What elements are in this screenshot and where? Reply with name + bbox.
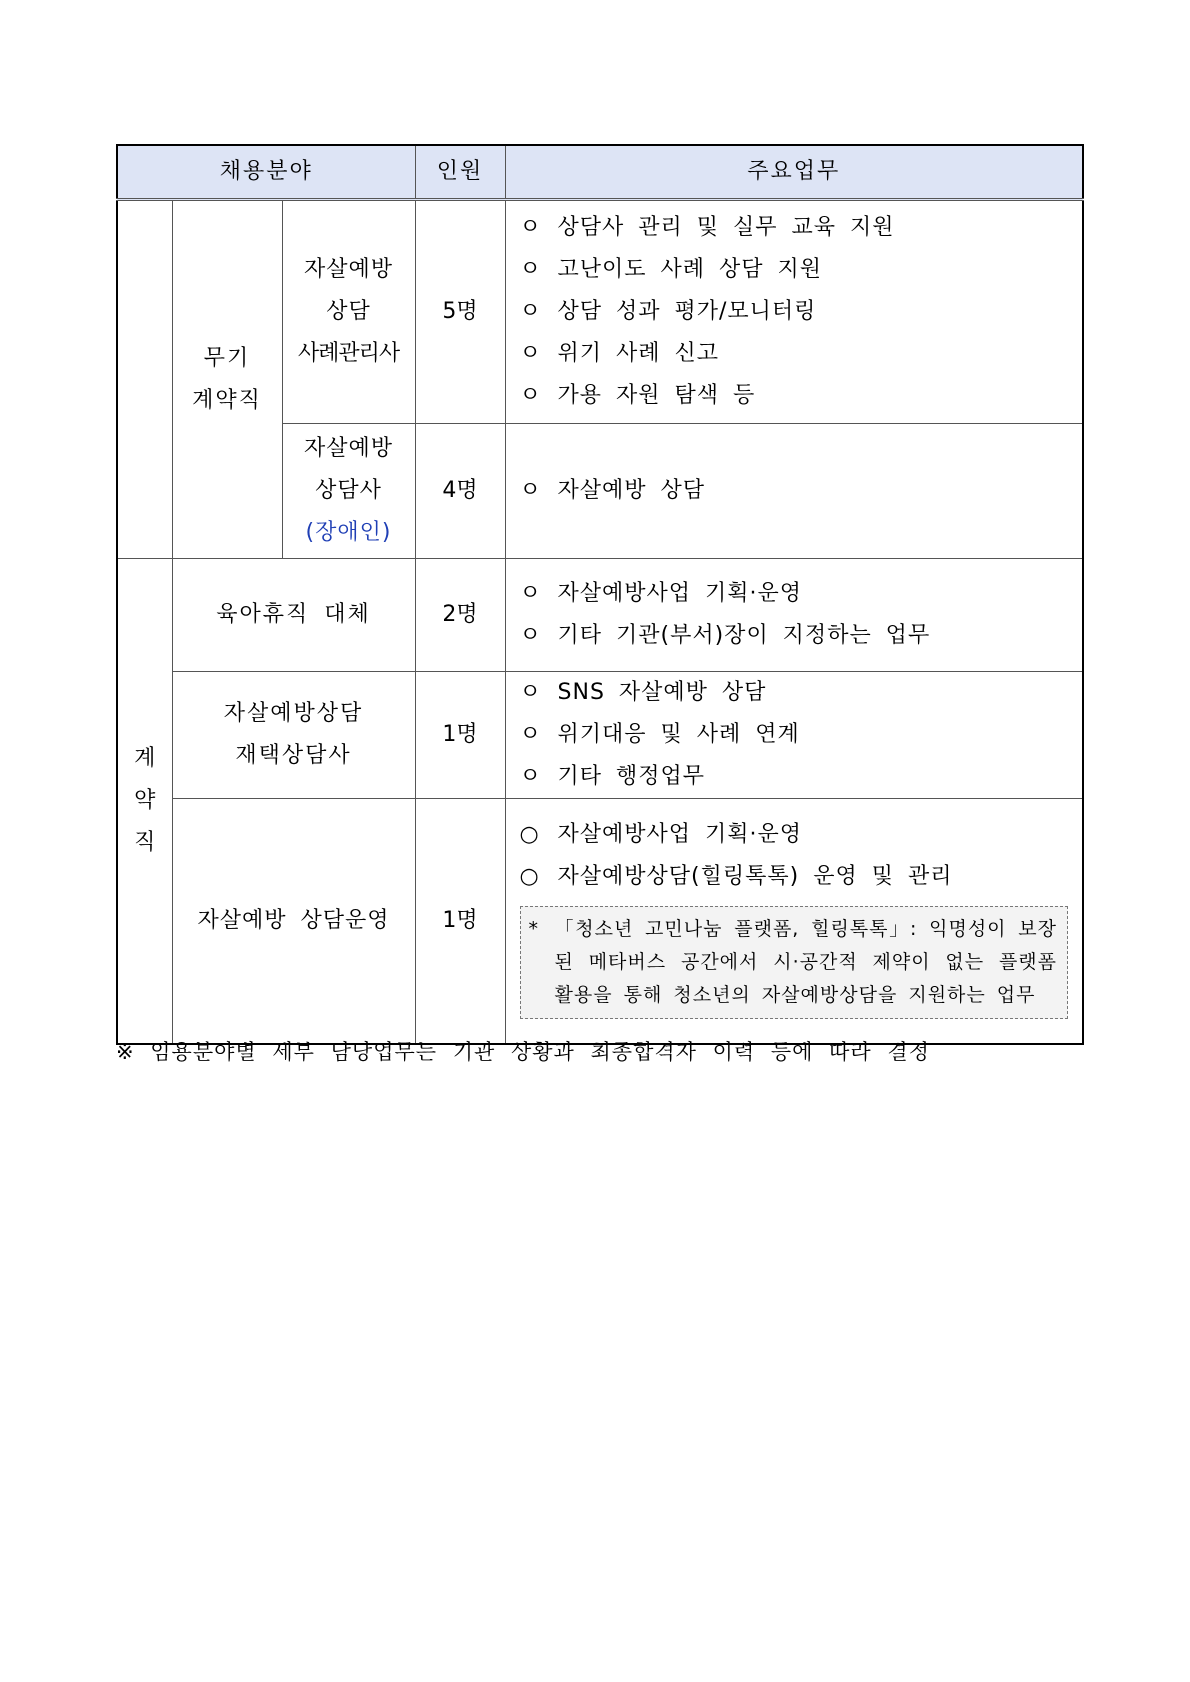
bullet-icon: ㅇ xyxy=(519,478,541,504)
count-cell: 4명 xyxy=(415,424,505,559)
position-cell: 육아휴직 대체 xyxy=(172,559,415,672)
bullet-icon: ㅇ xyxy=(519,299,541,325)
duty-item: ㅇ 기타 기관(부서)장이 지정하는 업무 xyxy=(519,623,931,649)
position-line: 상담 xyxy=(326,299,371,324)
duties-cell xyxy=(505,559,1083,672)
category-contract-char: 약 xyxy=(134,788,156,813)
duty-item: ㅇ 자살예방사업 기획·운영 xyxy=(519,581,803,607)
bullet-icon: ㅇ xyxy=(519,383,541,409)
category-permanent xyxy=(172,200,282,559)
bullet-icon: ㅇ xyxy=(519,215,541,241)
duty-item: ㅇ 위기 사례 신고 xyxy=(519,341,720,367)
bullet-icon: ㅇ xyxy=(519,257,541,283)
category-contract xyxy=(117,559,172,1045)
category-permanent-line-1: 무기 xyxy=(203,345,251,371)
position-cell xyxy=(282,200,415,424)
position-line: 상담사 xyxy=(315,478,382,503)
duty-item: ㅇ 고난이도 사례 상담 지원 xyxy=(519,257,823,283)
header-field: 채용분야 xyxy=(117,145,415,200)
duties-cell xyxy=(505,672,1083,799)
duty-item: ㅇ SNS 자살예방 상담 xyxy=(519,680,767,706)
bullet-icon: ㅇ xyxy=(519,764,541,790)
position-cell xyxy=(282,424,415,559)
duty-item: ㅇ 가용 자원 탐색 등 xyxy=(519,383,756,409)
table-row xyxy=(117,559,1083,672)
count-cell: 2명 xyxy=(415,559,505,672)
note-asterisk-icon: * xyxy=(528,917,539,940)
empty-category-cell xyxy=(117,200,172,559)
duty-item: ㅇ 위기대응 및 사례 연계 xyxy=(519,722,800,748)
header-count: 인원 xyxy=(415,145,505,200)
position-line: 사례관리사 xyxy=(297,341,400,366)
bullet-icon: ㅇ xyxy=(519,722,541,748)
bullet-icon: ㅇ xyxy=(519,341,541,367)
position-line: 재택상담사 xyxy=(235,743,352,768)
duty-item: ○ 자살예방상담(힐링톡톡) 운영 및 관리 xyxy=(519,863,953,889)
count-cell: 1명 xyxy=(415,799,505,1045)
position-cell xyxy=(172,672,415,799)
position-cell: 자살예방 상담운영 xyxy=(172,799,415,1045)
bullet-icon: ○ xyxy=(519,863,539,889)
category-permanent-line-2: 계약직 xyxy=(192,387,262,413)
duties-cell xyxy=(505,200,1083,424)
bullet-icon: ○ xyxy=(519,821,539,847)
position-line: 자살예방상담 xyxy=(223,701,364,726)
table-row xyxy=(117,200,1083,424)
duties-cell xyxy=(505,799,1083,1045)
header-row xyxy=(117,145,1083,200)
bullet-icon: ㅇ xyxy=(519,680,541,706)
footnote: ※ 임용분야별 세부 담당업무는 기관 상황과 최종합격자 이력 등에 따라 결정 xyxy=(116,1040,930,1064)
category-contract-char: 계 xyxy=(134,746,156,771)
category-contract-char: 직 xyxy=(134,830,156,855)
duty-item: ㅇ 상담사 관리 및 실무 교육 지원 xyxy=(519,215,895,241)
duty-item: ㅇ 기타 행정업무 xyxy=(519,764,706,790)
count-cell: 5명 xyxy=(415,200,505,424)
note-text: 「청소년 고민나눔 플랫폼, 힐링톡톡」: 익명성이 보장된 메타버스 공간에서 시·공간적 제약이 없는 플랫폼 활용을 통해 청소년의 자살예방상담을 지원하는 업무 xyxy=(554,917,1058,1006)
note-box xyxy=(520,906,1069,1019)
duty-item: ㅇ 상담 성과 평가/모니터링 xyxy=(519,299,817,325)
duty-item: ㅇ 자살예방 상담 xyxy=(519,478,706,504)
duty-item: ○ 자살예방사업 기획·운영 xyxy=(519,821,803,847)
position-line: 자살예방 xyxy=(304,257,394,282)
table-row xyxy=(117,672,1083,799)
duties-cell xyxy=(505,424,1083,559)
recruitment-table xyxy=(116,144,1084,1045)
bullet-icon: ㅇ xyxy=(519,581,541,607)
count-cell: 1명 xyxy=(415,672,505,799)
position-line: 자살예방 xyxy=(304,436,394,461)
position-line-disabled: (장애인) xyxy=(305,520,392,545)
header-duties: 주요업무 xyxy=(505,145,1083,200)
bullet-icon: ㅇ xyxy=(519,623,541,649)
table-row xyxy=(117,799,1083,1045)
